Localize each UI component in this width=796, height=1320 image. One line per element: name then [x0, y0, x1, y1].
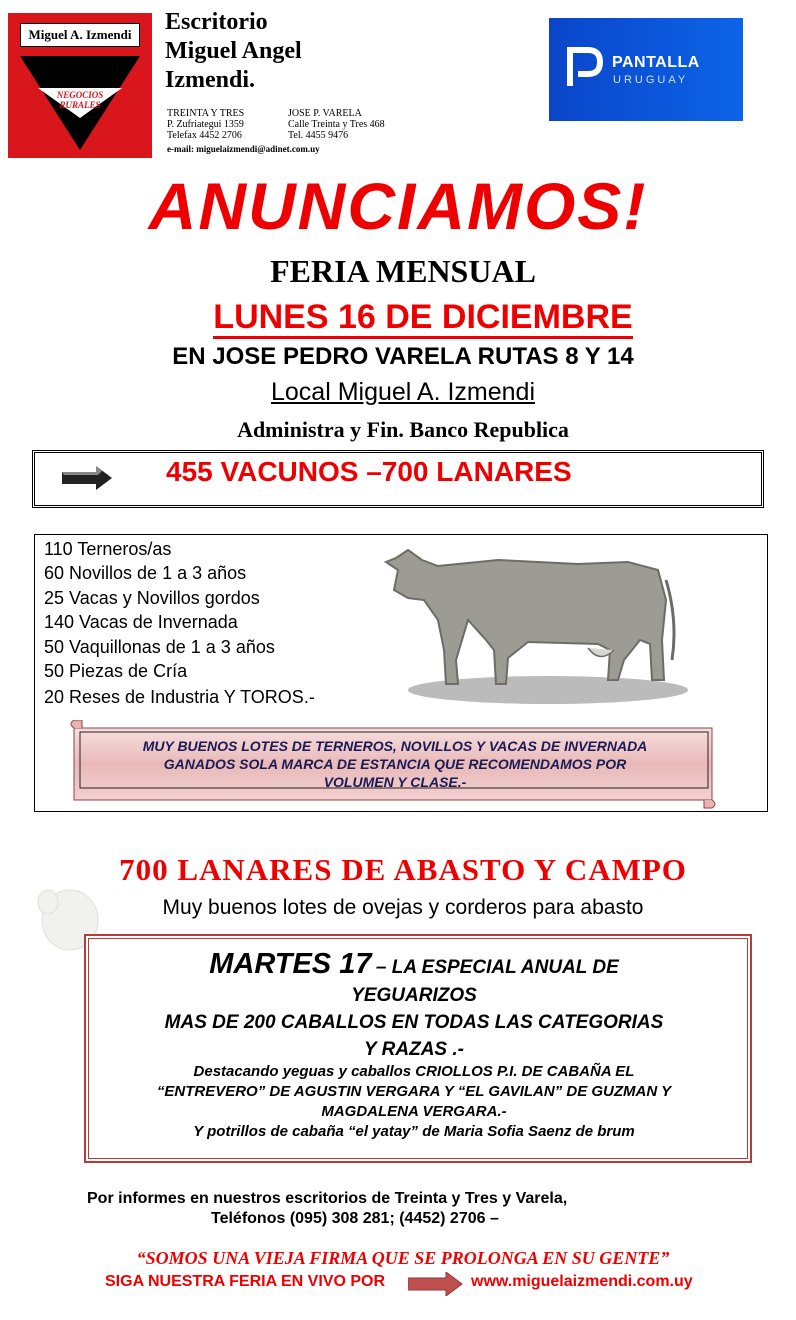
- martes-detail: Y potrillos de cabaña “el yatay” de Maria Sofia Saenz de brum: [193, 1123, 635, 1140]
- address-line: Tel. 4455 9476: [288, 130, 349, 141]
- cattle-item: 140 Vacas de Invernada: [44, 612, 238, 632]
- address-jose-p-varela: [288, 108, 385, 141]
- office-name: [165, 8, 302, 95]
- martes-detail: “ENTREVERO” DE AGUSTIN VERGARA Y “EL GAVILAN” DE GUZMAN Y: [156, 1083, 672, 1100]
- arrow-right-icon: [408, 1272, 464, 1296]
- partner-logo-title: PANTALLA: [612, 54, 700, 71]
- cow-illustration: [378, 540, 698, 710]
- address-line: TREINTA Y TRES: [167, 108, 245, 119]
- event-admin: Administra y Fin. Banco Republica: [237, 417, 569, 442]
- address-line: Calle Treinta y Tres 468: [288, 119, 385, 130]
- website-link[interactable]: www.miguelaizmendi.com.uy: [471, 1273, 693, 1290]
- cattle-item: 50 Vaquillonas de 1 a 3 años: [44, 637, 275, 657]
- scroll-line: GANADOS SOLA MARCA DE ESTANCIA QUE RECOMENDAMOS POR: [163, 756, 627, 772]
- martes-day: MARTES 17: [209, 948, 372, 980]
- office-name-line1: Escritorio: [165, 9, 268, 35]
- scroll-line: VOLUMEN Y CLASE.-: [323, 774, 467, 790]
- logo-badge-line1: NEGOCIOS: [56, 90, 104, 100]
- event-date: [0, 298, 796, 337]
- event-venue: [0, 378, 796, 407]
- address-line: JOSE P. VARELA: [288, 108, 362, 119]
- arrow-right-icon: [62, 466, 114, 490]
- event-place: EN JOSE PEDRO VARELA RUTAS 8 Y 14: [172, 343, 634, 370]
- event-title: FERIA MENSUAL: [270, 253, 536, 289]
- event-venue-text: Local Miguel A. Izmendi: [270, 378, 536, 406]
- informes-text: Por informes en nuestros escritorios de Treinta y Tres y Varela,: [87, 1190, 568, 1207]
- martes-line: YEGUARIZOS: [351, 985, 477, 1006]
- cattle-item: 20 Reses de Industria Y TOROS.-: [44, 687, 315, 707]
- logo-triangle: [18, 54, 142, 152]
- martes-heading: [90, 948, 738, 981]
- phones-text: Teléfonos (095) 308 281; (4452) 2706 –: [211, 1210, 499, 1227]
- headline: ANUNCIAMOS!: [148, 169, 648, 243]
- event-date-text: LUNES 16 DE DICIEMBRE: [213, 298, 632, 339]
- address-line: Telefax 4452 2706: [167, 130, 242, 141]
- email: e-mail: miguelaizmendi@adinet.com.uy: [167, 144, 320, 154]
- cattle-item: 110 Terneros/as: [44, 539, 172, 559]
- cattle-item: 50 Piezas de Cría: [44, 661, 188, 681]
- cattle-item: 60 Novillos de 1 a 3 años: [44, 563, 247, 583]
- address-treinta-y-tres: [167, 108, 244, 141]
- partner-p-icon: [566, 46, 604, 88]
- lanares-subtitle: Muy buenos lotes de ovejas y corderos para abasto: [162, 896, 644, 919]
- cattle-item: 25 Vacas y Novillos gordos: [44, 588, 260, 608]
- martes-detail: Destacando yeguas y caballos CRIOLLOS P.I. DE CABAÑA EL: [193, 1063, 635, 1080]
- follow-text: SIGA NUESTRA FERIA EN VIVO POR: [105, 1273, 386, 1290]
- lanares-title: 700 LANARES DE ABASTO Y CAMPO: [119, 852, 687, 887]
- scroll-line: MUY BUENOS LOTES DE TERNEROS, NOVILLOS Y VACAS DE INVERNADA: [142, 738, 648, 754]
- totals-text: 455 VACUNOS –700 LANARES: [166, 456, 572, 487]
- office-name-line2: Miguel Angel: [165, 38, 302, 64]
- martes-detail: MAGDALENA VERGARA.-: [321, 1103, 507, 1120]
- martes-line: Y RAZAS .-: [364, 1039, 464, 1060]
- martes-heading-rest: – LA ESPECIAL ANUAL DE: [375, 957, 619, 978]
- office-name-line3: Izmendi.: [165, 67, 255, 93]
- motto: “SOMOS UNA VIEJA FIRMA QUE SE PROLONGA EN SU GENTE”: [136, 1248, 670, 1268]
- logo-badge-line2: RURALES: [59, 100, 101, 110]
- partner-logo-subtitle: URUGUAY: [613, 74, 689, 86]
- martes-line: MAS DE 200 CABALLOS EN TODAS LAS CATEGORIAS: [164, 1012, 664, 1033]
- address-line: P. Zufriategui 1359: [167, 119, 244, 130]
- logo-name: Miguel A. Izmendi: [20, 23, 140, 47]
